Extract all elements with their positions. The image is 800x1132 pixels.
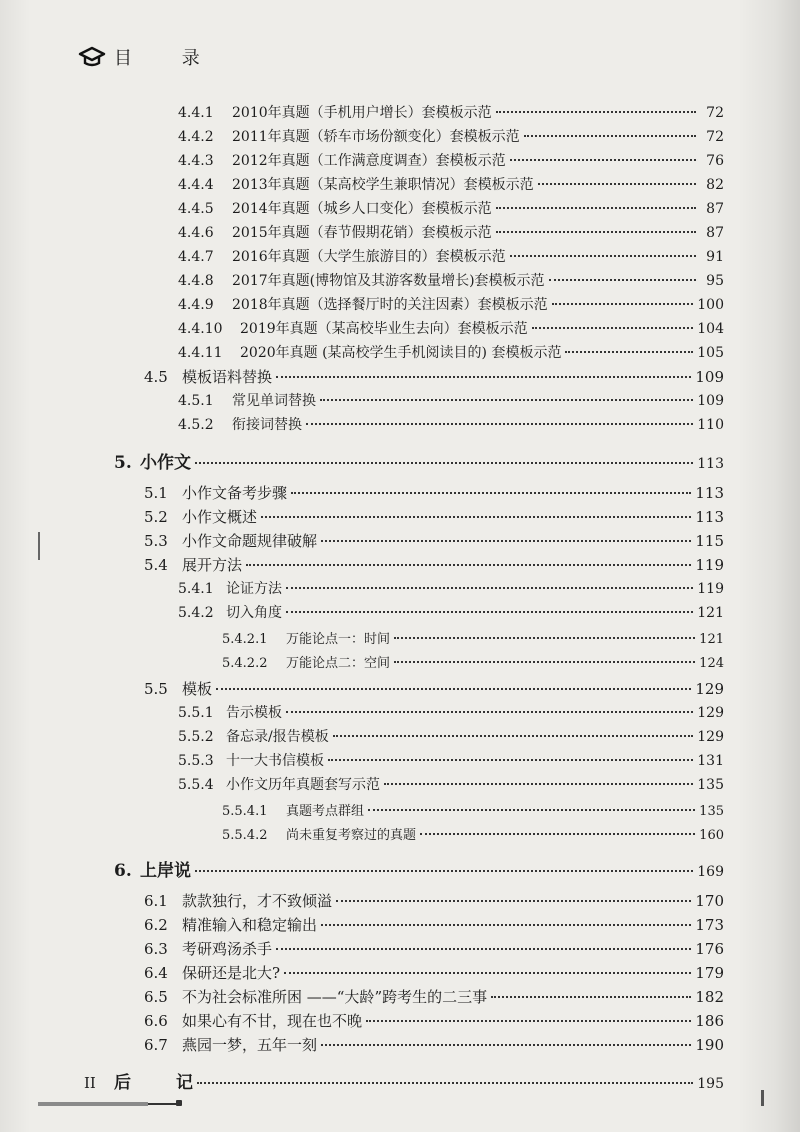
toc-entry-number: 6.2	[144, 916, 168, 934]
toc-entry-page: 121	[699, 632, 724, 647]
scan-mark	[38, 532, 40, 560]
leader-dots	[216, 688, 691, 690]
toc-entry-page: 169	[697, 864, 724, 880]
leader-dots	[336, 900, 691, 902]
leader-dots	[291, 492, 691, 494]
toc-entry[interactable]	[222, 628, 724, 647]
toc-chapter[interactable]	[114, 1068, 724, 1093]
toc-entry[interactable]	[178, 126, 724, 146]
toc-entry-number: 5.4.2.2	[222, 656, 268, 671]
toc-entry-title: 2011年真题（轿车市场份额变化）套模板示范	[232, 129, 520, 145]
toc-entry-page: 160	[699, 828, 724, 843]
page-shadow-right	[738, 0, 800, 1132]
toc-entry[interactable]	[178, 102, 724, 122]
toc-entry-number: 5.3	[144, 532, 168, 550]
leader-dots	[538, 183, 696, 185]
toc-entry-title: 2012年真题（工作满意度调查）套模板示范	[232, 153, 506, 169]
toc-entry[interactable]	[144, 890, 724, 911]
toc-entry-number: 4.4.1	[178, 105, 214, 121]
toc-entry[interactable]	[144, 530, 724, 551]
toc-entry-page: 113	[697, 456, 724, 472]
toc-entry-number: 6.7	[144, 1036, 168, 1054]
toc-entry-title: 模板语料替换	[182, 368, 273, 386]
leader-dots	[368, 809, 695, 811]
toc-entry-title: 2015年真题（春节假期花销）套模板示范	[232, 225, 492, 241]
toc-entry-number: 4.4.6	[178, 225, 214, 241]
toc-chapter[interactable]	[114, 856, 724, 881]
toc-entry-title: 如果心有不甘，现在也不晚	[182, 1012, 363, 1030]
toc-entry-title: 不为社会标准所困 ——“大龄”跨考生的二三事	[182, 988, 488, 1006]
leader-dots	[491, 996, 691, 998]
toc-entry[interactable]	[144, 986, 724, 1007]
toc-entry-number: 5.4.1	[178, 581, 214, 597]
leader-dots	[276, 948, 691, 950]
leader-dots	[261, 516, 691, 518]
toc-entry-title: 2013年真题（某高校学生兼职情况）套模板示范	[232, 177, 534, 193]
toc-entry-page: 115	[695, 532, 724, 550]
toc-entry-page: 124	[699, 656, 724, 671]
toc-entry-title: 切入角度	[226, 605, 282, 621]
page-header	[78, 44, 222, 70]
footer-rule-end	[176, 1100, 182, 1106]
toc-entry-title: 燕园一梦，五年一刻	[182, 1036, 318, 1054]
toc-entry[interactable]	[178, 318, 724, 338]
leader-dots	[384, 783, 693, 785]
toc-entry-title: 小作文历年真题套写示范	[226, 777, 380, 793]
toc-entry-number: 6.4	[144, 964, 168, 982]
toc-entry[interactable]	[178, 270, 724, 290]
toc-entry-page: 195	[697, 1076, 724, 1092]
page-title: 目 录	[114, 48, 222, 69]
leader-dots	[321, 540, 691, 542]
toc-entry[interactable]	[178, 726, 724, 746]
toc-entry-page: 76	[706, 153, 724, 169]
toc-entry-title: 小作文命题规律破解	[182, 532, 318, 550]
toc-entry-page: 129	[695, 680, 724, 698]
toc-entry-title: 衔接词替换	[232, 417, 302, 433]
toc-entry-title: 2018年真题（选择餐厅时的关注因素）套模板示范	[232, 297, 548, 313]
toc-entry-page: 113	[695, 508, 724, 526]
leader-dots	[276, 376, 691, 378]
toc-entry-title: 论证方法	[226, 581, 282, 597]
leader-dots	[496, 207, 696, 209]
leader-dots	[286, 611, 693, 613]
toc-entry-page: 176	[695, 940, 724, 958]
toc-entry[interactable]	[144, 962, 724, 983]
toc-entry-page: 119	[697, 581, 724, 597]
toc-entry-page: 91	[706, 249, 724, 265]
toc-entry-page: 190	[695, 1036, 724, 1054]
toc-entry-number: 5.4.2.1	[222, 632, 268, 647]
toc-entry-page: 87	[706, 225, 724, 241]
toc-entry-number: 5.5.4	[178, 777, 214, 793]
toc-entry-title: 2016年真题（大学生旅游目的）套模板示范	[232, 249, 506, 265]
toc-entry-number: 4.4.2	[178, 129, 214, 145]
toc-entry-title: 备忘录/报告模板	[226, 729, 329, 745]
toc-entry-page: 95	[706, 273, 724, 289]
toc-entry-number: 5.1	[144, 484, 168, 502]
leader-dots	[320, 399, 693, 401]
toc-entry-page: 135	[699, 804, 724, 819]
toc-entry[interactable]	[178, 198, 724, 218]
toc-entry-page: 131	[697, 753, 724, 769]
toc-entry[interactable]	[144, 1010, 724, 1031]
toc-entry-title: 2020年真题 (某高校学生手机阅读目的) 套模板示范	[240, 345, 562, 361]
toc-entry[interactable]	[178, 414, 724, 434]
toc-entry-number: 6.	[114, 861, 132, 881]
toc-entry[interactable]	[144, 554, 724, 575]
leader-dots	[286, 587, 693, 589]
toc-entry-title: 小作文概述	[182, 508, 258, 526]
toc-entry-number: 5.5.3	[178, 753, 214, 769]
leader-dots	[321, 1044, 691, 1046]
toc-entry-title: 保研还是北大?	[182, 964, 281, 982]
toc-entry-title: 小作文	[140, 453, 191, 473]
graduation-cap-icon	[78, 46, 106, 68]
footer-rule	[38, 1102, 148, 1106]
toc-entry-number: 5.5.4.2	[222, 828, 268, 843]
toc-entry[interactable]	[178, 602, 724, 622]
toc-entry-number: 4.4.11	[178, 345, 223, 361]
leader-dots	[565, 351, 693, 353]
toc-entry[interactable]	[222, 652, 724, 671]
toc-entry-number: 6.1	[144, 892, 168, 910]
toc-entry[interactable]	[178, 774, 724, 794]
toc-entry[interactable]	[178, 150, 724, 170]
toc-entry-page: 109	[697, 393, 724, 409]
toc-entry-page: 119	[695, 556, 724, 574]
leader-dots	[524, 135, 696, 137]
toc-entry-title: 十一大书信模板	[226, 753, 324, 769]
toc-entry-number: 5.5	[144, 680, 168, 698]
toc-entry-number: 4.4.5	[178, 201, 214, 217]
leader-dots	[394, 637, 695, 639]
toc-entry-number: 4.4.7	[178, 249, 214, 265]
toc-entry-title: 常见单词替换	[232, 393, 316, 409]
leader-dots	[510, 255, 696, 257]
toc-entry-title: 小作文备考步骤	[182, 484, 288, 502]
toc-entry-page: 135	[697, 777, 724, 793]
toc-entry[interactable]	[144, 678, 724, 699]
toc-entry[interactable]	[178, 342, 724, 362]
toc-entry-title: 尚未重复考察过的真题	[286, 828, 417, 843]
toc-entry-title: 上岸说	[140, 861, 191, 881]
toc-entry-page: 105	[697, 345, 724, 361]
toc-entry-number: 6.6	[144, 1012, 168, 1030]
toc-entry-number: 5.5.1	[178, 705, 214, 721]
toc-entry-page: 100	[697, 297, 724, 313]
toc-entry[interactable]	[178, 750, 724, 770]
page-shadow-left	[0, 0, 30, 1132]
toc-entry-page: 110	[697, 417, 724, 433]
toc-entry-number: 4.5	[144, 368, 168, 386]
toc-entry-title: 2019年真题（某高校毕业生去向）套模板示范	[240, 321, 528, 337]
toc-entry-page: 72	[706, 129, 724, 145]
toc-entry-page: 179	[695, 964, 724, 982]
leader-dots	[195, 870, 693, 872]
toc-entry[interactable]	[178, 294, 724, 314]
toc-entry-number: 后	[114, 1073, 131, 1093]
leader-dots	[496, 111, 696, 113]
toc-entry-number: 5.4	[144, 556, 168, 574]
toc-entry[interactable]	[144, 366, 724, 387]
scan-mark	[761, 1090, 764, 1106]
toc-entry-page: 109	[695, 368, 724, 386]
toc-entry-title: 2014年真题（城乡人口变化）套模板示范	[232, 201, 492, 217]
leader-dots	[246, 564, 691, 566]
toc-entry-page: 113	[695, 484, 724, 502]
leader-dots	[394, 661, 695, 663]
leader-dots	[306, 423, 693, 425]
toc-entry-title: 万能论点二：空间	[286, 656, 391, 671]
toc-entry-page: 173	[695, 916, 724, 934]
toc-entry[interactable]	[178, 222, 724, 242]
footer-rule-line	[148, 1103, 178, 1105]
leader-dots	[549, 279, 696, 281]
toc-entry[interactable]	[144, 506, 724, 527]
leader-dots	[195, 462, 693, 464]
toc-entry-page: 129	[697, 705, 724, 721]
toc-entry[interactable]	[178, 390, 724, 410]
toc-entry-number: 5.	[114, 453, 132, 473]
toc-entry-title: 考研鸡汤杀手	[182, 940, 273, 958]
toc-entry-number: 4.4.8	[178, 273, 214, 289]
toc-entry-page: 182	[695, 988, 724, 1006]
toc-entry-number: 6.3	[144, 940, 168, 958]
leader-dots	[333, 735, 694, 737]
toc-entry-page: 104	[697, 321, 724, 337]
toc-entry-page: 121	[697, 605, 724, 621]
toc-entry[interactable]	[222, 800, 724, 819]
toc-entry[interactable]	[178, 174, 724, 194]
toc-entry[interactable]	[144, 938, 724, 959]
leader-dots	[284, 972, 691, 974]
toc-entry-number: 4.4.10	[178, 321, 223, 337]
toc-entry-number: 4.4.4	[178, 177, 214, 193]
toc-entry-number: 4.4.9	[178, 297, 214, 313]
toc-entry-title: 2017年真题(博物馆及其游客数量增长)套模板示范	[232, 273, 545, 289]
leader-dots	[321, 924, 691, 926]
toc-entry-title: 真题考点群组	[286, 804, 365, 819]
toc-entry-number: 5.2	[144, 508, 168, 526]
toc-entry-number: 5.5.2	[178, 729, 214, 745]
leader-dots	[552, 303, 694, 305]
toc-entry[interactable]	[144, 1034, 724, 1055]
toc-entry-title: 款款独行，才不致倾溢	[182, 892, 333, 910]
toc-entry-page: 170	[695, 892, 724, 910]
toc-entry-number: 6.5	[144, 988, 168, 1006]
toc-entry-page: 87	[706, 201, 724, 217]
toc-entry-page: 72	[706, 105, 724, 121]
leader-dots	[286, 711, 693, 713]
leader-dots	[510, 159, 696, 161]
toc-entry-page: 186	[695, 1012, 724, 1030]
toc-entry[interactable]	[222, 824, 724, 843]
toc-entry-title: 告示模板	[226, 705, 282, 721]
toc-entry-title: 精准输入和稳定输出	[182, 916, 318, 934]
toc-entry-title: 万能论点一：时间	[286, 632, 391, 647]
toc-entry-page: 129	[697, 729, 724, 745]
toc-chapter[interactable]	[114, 448, 724, 473]
toc-entry[interactable]	[178, 578, 724, 598]
toc-entry-number: 5.4.2	[178, 605, 214, 621]
leader-dots	[366, 1020, 691, 1022]
toc-entry-number: 4.5.2	[178, 417, 214, 433]
leader-dots	[532, 327, 694, 329]
toc-entry-title: 记	[176, 1073, 193, 1093]
toc-entry-title: 2010年真题（手机用户增长）套模板示范	[232, 105, 492, 121]
leader-dots	[328, 759, 693, 761]
toc-entry-number: 4.5.1	[178, 393, 214, 409]
leader-dots	[420, 833, 695, 835]
page-number: II	[84, 1074, 96, 1092]
toc-entry-title: 展开方法	[182, 556, 243, 574]
toc-entry-number: 4.4.3	[178, 153, 214, 169]
toc-entry[interactable]	[144, 914, 724, 935]
toc-entry[interactable]	[178, 246, 724, 266]
toc-entry-page: 82	[706, 177, 724, 193]
toc-entry-number: 5.5.4.1	[222, 804, 268, 819]
leader-dots	[197, 1082, 693, 1084]
toc-entry[interactable]	[178, 702, 724, 722]
toc-entry[interactable]	[144, 482, 724, 503]
leader-dots	[496, 231, 696, 233]
toc-entry-title: 模板	[182, 680, 213, 698]
